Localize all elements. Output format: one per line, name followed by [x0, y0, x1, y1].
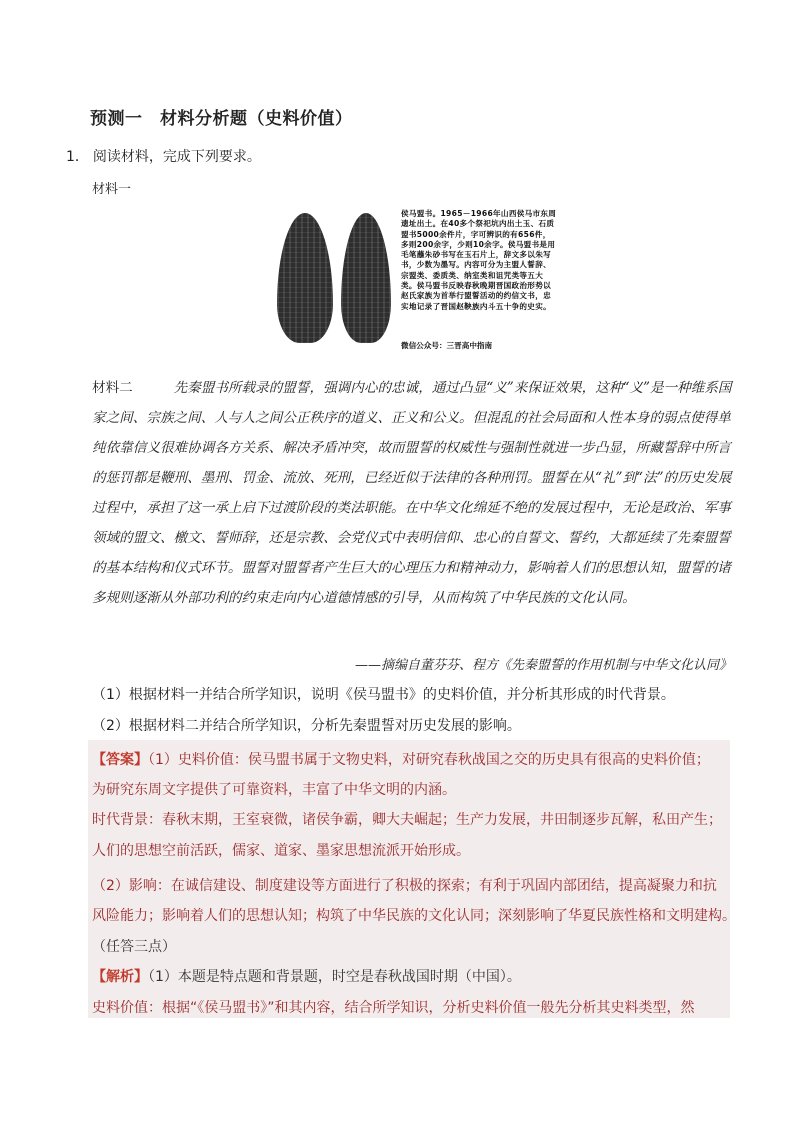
analysis-text-1: （1）本题是特点题和背景题，时空是春秋战国时期（中国）。 [148, 969, 521, 985]
material2-paragraph [92, 373, 732, 613]
stone-tablet-image-right [341, 213, 391, 343]
answer-line-2: 为研究东周文字提供了可靠资料，丰富了中华文明的内涵。 [92, 782, 456, 798]
stone-tablet-image-left [277, 213, 333, 343]
figure-watermark: 微信公众号：三晋高中指南 [401, 341, 493, 350]
analysis-tag: 【解析】 [92, 969, 148, 985]
answer-line-1 [92, 749, 710, 769]
answer-line-7: （任答三点） [92, 939, 176, 955]
question-number: 1． [66, 149, 89, 165]
answer-line-6: 风险能力；影响着人们的思想认知；构筑了中华民族的文化认同；深刻影响了华夏民族性格和文明建构。 [92, 908, 736, 924]
requirement-2: （2）根据材料二并结合所学知识，分析先秦盟誓对历史发展的影响。 [92, 718, 521, 734]
material1-figure [263, 207, 557, 359]
question-text: 阅读材料，完成下列要求。 [92, 149, 261, 165]
material2-text: 先秦盟书所载录的盟誓，强调内心的忠诚，通过凸显“义”来保证效果，这种“义”是一种维系国家之间、宗族之间、人与人之间公正秩序的道义、正义和公义。但混乱的社会局面和人性本身的弱点使得单纯依靠信义很难协调各方关系、解决矛盾冲突，故而盟誓的权威性与强制性就进一步凸显，所藏誓辞中所言的惩罚都是鞭刑、墨刑、罚金、流放、死刑，已经近似于法律的各种刑罚。盟誓在从“礼”到“法”的历史发展过程中，承担了这一承上启下过渡阶段的类法职能。在中华文化绵延不绝的发展过程中，无论是政治、军事领域的盟文、檄文、誓师辞，还是宗教、会党仪式中表明信仰、忠心的自誓文、誓约，大都延续了先秦盟誓的基本结构和仪式环节。盟誓对盟誓者产生巨大的心理压力和精神动力，影响着人们的思想认知，盟誓的诸多规则逐渐从外部功利的约束走向内心道德情感的引导，从而构筑了中华民族的文化认同。 [92, 380, 732, 606]
answer-tag: 【答案】 [92, 752, 148, 768]
analysis-line-2: 史料价值：根据“《侯马盟书》”和其内容，结合所学知识，分析史料价值一般先分析其史料类型，然 [92, 1000, 695, 1016]
answer-line-3: 时代背景：春秋末期，王室衰微，诸侯争霸，卿大夫崛起；生产力发展，井田制逐步瓦解，私田产生； [92, 812, 722, 828]
answer-line-4: 人们的思想空前活跃，儒家、道家、墨家思想流派开始形成。 [92, 843, 470, 859]
answer-line-5: （2）影响：在诚信建设、制度建设等方面进行了积极的探索；有利于巩固内部团结，提高凝聚力和抗 [92, 878, 717, 894]
material2-source: ——摘编自董芬芬、程方《先秦盟誓的作用机制与中华文化认同》 [354, 658, 732, 673]
answer-text-1: （1）史料价值：侯马盟书属于文物史料，对研究春秋战国之交的历史具有很高的史料价值； [148, 752, 710, 768]
requirement-1: （1）根据材料一并结合所学知识，说明《侯马盟书》的史料价值，并分析其形成的时代背景。 [92, 687, 675, 703]
material1-label: 材料一 [92, 182, 132, 197]
analysis-line-1 [92, 966, 521, 986]
section-title: 预测一 材料分析题（史料价值） [90, 109, 353, 129]
figure-caption-text: 侯马盟书。1965－1966年山西侯马市东周遗址出土。在40多个祭祀坑内出土玉、石质盟书5000余件片，字可辨识的有656件，多则200余字，少则10余字。侯马盟书是用毛笔蘸朱砂书写在玉石片上，辞文多以朱写书，少数为墨写。内容可分为主盟人誓辞、宗盟类、委质类、纳室类和诅咒类等五大类。侯马盟书反映春秋晚期晋国政治形势以赵氏家族为首举行盟誓活动的约信文书，忠实地记录了晋国赵鞅族内斗五十争的史实。 [401, 209, 557, 311]
material2-label: 材料二 [92, 380, 133, 396]
question-stem [66, 146, 261, 166]
